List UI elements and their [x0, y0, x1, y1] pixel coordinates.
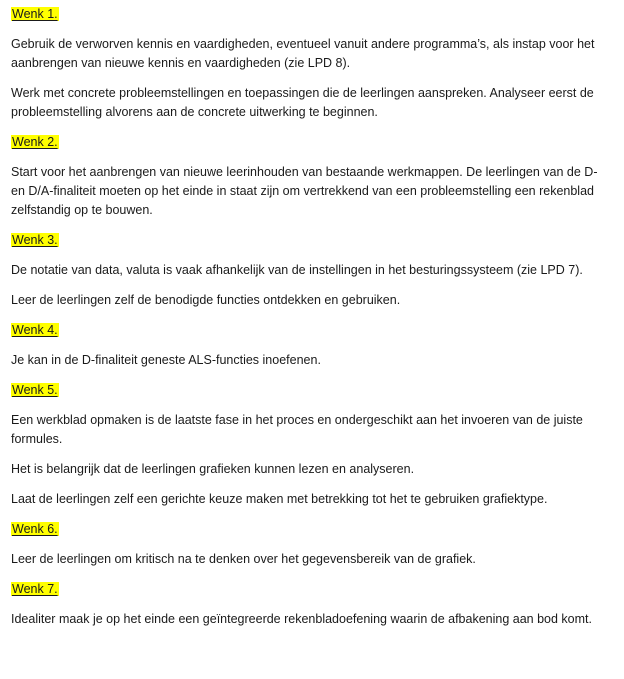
- section-wenk-7: [11, 580, 610, 599]
- paragraph: Leer de leerlingen zelf de benodigde functies ontdekken en gebruiken.: [11, 293, 401, 307]
- paragraph: Laat de leerlingen zelf een gerichte keuze maken met betrekking tot het te gebruiken grafiektype.: [11, 492, 548, 506]
- wenk-7-heading: Wenk 7.: [12, 582, 58, 596]
- wenk-3-heading: Wenk 3.: [12, 233, 58, 247]
- wenk-2-heading: Wenk 2.: [12, 135, 58, 149]
- section-wenk-5: [11, 381, 610, 400]
- section-wenk-2: [11, 133, 610, 152]
- wenk-5-heading: Wenk 5.: [12, 383, 58, 397]
- wenk-1-heading: Wenk 1.: [12, 7, 58, 21]
- paragraph: De notatie van data, valuta is vaak afhankelijk van de instellingen in het besturingssysteem (zie LPD 7).: [11, 263, 583, 277]
- section-wenk-1: [11, 5, 610, 24]
- wenk-4-heading: Wenk 4.: [12, 323, 58, 337]
- paragraph: Het is belangrijk dat de leerlingen grafieken kunnen lezen en analyseren.: [11, 462, 415, 476]
- paragraph: Start voor het aanbrengen van nieuwe leerinhouden van bestaande werkmappen. De leerlingen van de D- en D/A-finaliteit moeten op het einde in staat zijn om vertrekkend van een probleemstelling een rekenblad zelfstandig op te bouwen.: [11, 165, 598, 217]
- paragraph: Werk met concrete probleemstellingen en toepassingen die de leerlingen aanspreken. Analyseer eerst de probleemstelling alvorens aan de concrete uitwerking te beginnen.: [11, 86, 594, 119]
- paragraph: Je kan in de D-finaliteit geneste ALS-functies inoefenen.: [11, 353, 321, 367]
- paragraph: Leer de leerlingen om kritisch na te denken over het gegevensbereik van de grafiek.: [11, 552, 476, 566]
- section-wenk-6: [11, 520, 610, 539]
- section-wenk-3: [11, 231, 610, 250]
- section-wenk-4: [11, 321, 610, 340]
- paragraph: Gebruik de verworven kennis en vaardigheden, eventueel vanuit andere programma’s, als instap voor het aanbrengen van nieuwe kennis en vaardigheden (zie LPD 8).: [11, 37, 595, 70]
- wenk-6-heading: Wenk 6.: [12, 522, 58, 536]
- paragraph: Idealiter maak je op het einde een geïntegreerde rekenbladoefening waarin de afbakening aan bod komt.: [11, 612, 592, 626]
- paragraph: Een werkblad opmaken is de laatste fase in het proces en ondergeschikt aan het invoeren van de juiste formules.: [11, 413, 583, 446]
